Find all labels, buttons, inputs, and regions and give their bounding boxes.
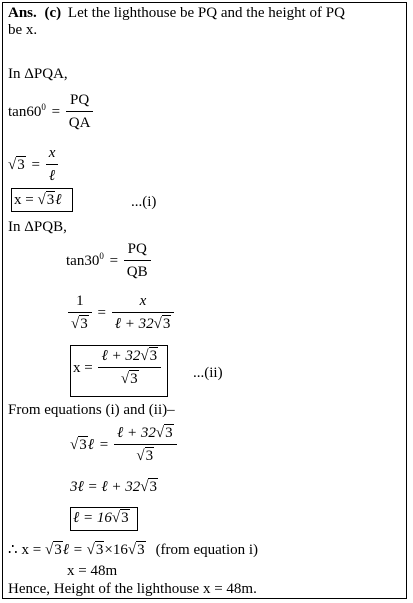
eq-x-fraction xyxy=(73,348,161,388)
tan30-denominator: QB xyxy=(126,264,148,280)
fraction-denominator: √3 xyxy=(71,316,88,332)
tan30-equals: = xyxy=(109,252,119,269)
eq-therefore xyxy=(8,542,258,559)
ell-symbol: ℓ xyxy=(87,436,94,453)
equals-sign: = xyxy=(31,156,40,173)
eq-3l xyxy=(70,479,158,496)
from-equations-text: From equations (i) and (ii)– xyxy=(8,402,175,418)
radical: √3 xyxy=(45,542,62,558)
equals-sign: = xyxy=(97,304,106,321)
fraction-numerator: x xyxy=(46,145,59,165)
radical: √3 xyxy=(8,156,25,173)
radical: √3 xyxy=(111,510,129,526)
eq-l-value xyxy=(73,510,130,527)
eq-part-b: ℓ = xyxy=(62,542,87,558)
x-value-line: x = 48m xyxy=(67,563,118,579)
eq-lhs: x = xyxy=(73,359,93,376)
answer-line-1 xyxy=(8,5,345,22)
eq-1-over-root3 xyxy=(68,293,174,333)
tan30-degree: 0 xyxy=(99,250,104,261)
equation-ref-ii: ...(ii) xyxy=(193,365,223,381)
x-fraction xyxy=(98,348,161,388)
eq-tan60 xyxy=(8,92,93,132)
fraction-denominator: √3 xyxy=(120,371,138,387)
fraction-denominator: ℓ xyxy=(48,168,56,184)
eq-lhs: ℓ = 16 xyxy=(73,510,112,526)
equals-sign: = xyxy=(99,436,109,453)
eq-part-a: x = xyxy=(21,542,46,558)
fraction-numerator: ℓ + 32√3 xyxy=(114,425,177,445)
answer-label: Ans. xyxy=(8,5,37,21)
tan30-numerator: PQ xyxy=(124,241,151,261)
tan60-lhs: tan60 xyxy=(8,103,42,120)
heading-pqa: In ΔPQA, xyxy=(8,66,68,82)
tan30-fraction xyxy=(124,241,151,281)
radical: √3 xyxy=(37,192,55,208)
radical: √3 xyxy=(140,479,157,495)
tan60-fraction xyxy=(66,92,94,132)
fraction-denominator: √3 xyxy=(136,448,154,464)
eq-part-c: ×16 xyxy=(104,542,128,558)
one-over-root3-fraction xyxy=(68,293,92,333)
radical: √3 xyxy=(86,542,104,558)
fraction-numerator: x xyxy=(112,293,175,313)
radical: √3 xyxy=(127,542,145,558)
answer-text: Let the lighthouse be PQ and the height of PQ xyxy=(67,5,345,21)
eq-lhs: x = xyxy=(14,192,38,208)
fraction-numerator: 1 xyxy=(68,293,92,313)
tan60-equals: = xyxy=(51,103,61,120)
equation-note: (from equation i) xyxy=(155,542,259,558)
radical: √3 xyxy=(70,436,87,453)
eq-root3l-fraction xyxy=(70,425,177,465)
eq-root3-x-over-l xyxy=(8,145,58,185)
tan60-denominator: QA xyxy=(68,115,91,131)
fraction-numerator: ℓ + 32√3 xyxy=(98,348,161,368)
equation-ref-i: ...(i) xyxy=(131,194,157,210)
x-over-l-plus-fraction xyxy=(112,293,175,333)
answer-option: (c) xyxy=(44,5,62,21)
answer-line-2: be x. xyxy=(8,22,38,38)
eq-x-root3-l xyxy=(14,192,61,209)
fraction-denominator: ℓ + 32√3 xyxy=(114,316,171,332)
therefore-symbol: ∴ xyxy=(8,542,18,558)
x-over-l-fraction xyxy=(46,145,59,185)
eq-tan30 xyxy=(66,241,151,281)
heading-pqb: In ΔPQB, xyxy=(8,219,67,235)
tan30-lhs: tan30 xyxy=(66,252,100,269)
eq-lhs: 3ℓ = ℓ + 32 xyxy=(70,479,141,495)
l-plus-fraction xyxy=(114,425,177,465)
tan60-numerator: PQ xyxy=(66,92,94,112)
tan60-degree: 0 xyxy=(41,101,46,112)
conclusion-line: Hence, Height of the lighthouse x = 48m. xyxy=(8,581,257,597)
ell-symbol: ℓ xyxy=(55,192,62,208)
